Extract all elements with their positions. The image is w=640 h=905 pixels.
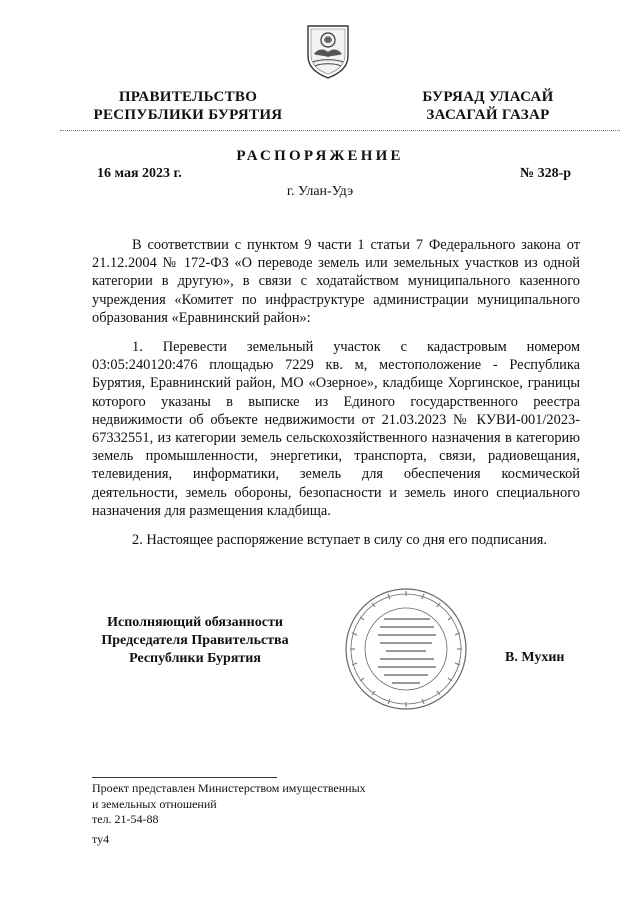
coat-of-arms-emblem	[303, 22, 353, 80]
signatory-line3: Республики Бурятия	[129, 651, 261, 666]
document-body	[92, 236, 580, 549]
footnote-divider	[92, 777, 277, 778]
header-left-line2: РЕСПУБЛИКИ БУРЯТИЯ	[93, 107, 283, 123]
body-paragraph-item-2: 2. Настоящее распоряжение вступает в силу со дня его подписания.	[132, 532, 547, 549]
footnote	[92, 781, 366, 828]
body-paragraph-preamble: В соответствии с пунктом 9 части 1 статьи 7 Федерального закона от 21.12.2004 № 172-ФЗ «О переводе земель или земельных участков из одной категории в другую», в связи с ходатайством муниципального казенного учреждения «Комитет по инфраструктуре администрации муниципального образования «Еравнинский район»:	[92, 237, 580, 326]
footnote-line2: и земельных отношений	[92, 796, 217, 811]
header-divider	[60, 130, 620, 131]
document-city: г. Улан-Удэ	[286, 184, 354, 199]
body-paragraph-item-1: 1. Перевести земельный участок с кадастровым номером 03:05:240120:476 площадью 7229 кв. м, местоположение - Республика Бурятия, Еравнинский район, МО «Озерное», кладбище Хоргинское, границы которого указаны в выписке из Единого государственного реестра недвижимости об объекте недвижимости от 21.03.2023 № КУВИ-001/2023-67332551, из категории земель сельскохозяйственного назначения в категорию земель промышленности, энергетики, транспорта, связи, радиовещания, телевидения, информатики, земель для обеспечения космической деятельности, земель обороны, безопасности и земель иного специального назначения для размещения кладбища.	[92, 339, 580, 519]
header-right-line1: БУРЯАД УЛАСАЙ	[422, 89, 554, 105]
header-right-line2: ЗАСАГАЙ ГАЗАР	[426, 107, 550, 123]
footnote-line1: Проект представлен Министерством имущественных	[92, 781, 366, 795]
signatory-title	[92, 614, 298, 668]
header-left-line1: ПРАВИТЕЛЬСТВО	[118, 89, 258, 105]
signatory-line2: Председателя Правительства	[101, 633, 289, 648]
signatory-name: В. Мухин	[505, 650, 565, 665]
signatory-line1: Исполняющий обязанности	[107, 615, 283, 630]
document-date: 16 мая 2023 г.	[97, 166, 182, 181]
header-government-ru	[88, 88, 288, 124]
document-code: ту4	[92, 832, 110, 846]
official-stamp	[344, 587, 468, 711]
document-type: РАСПОРЯЖЕНИЕ	[236, 148, 404, 164]
document-number: № 328-р	[520, 166, 572, 181]
header-government-bua	[408, 88, 568, 124]
footnote-phone: тел. 21-54-88	[92, 812, 159, 826]
